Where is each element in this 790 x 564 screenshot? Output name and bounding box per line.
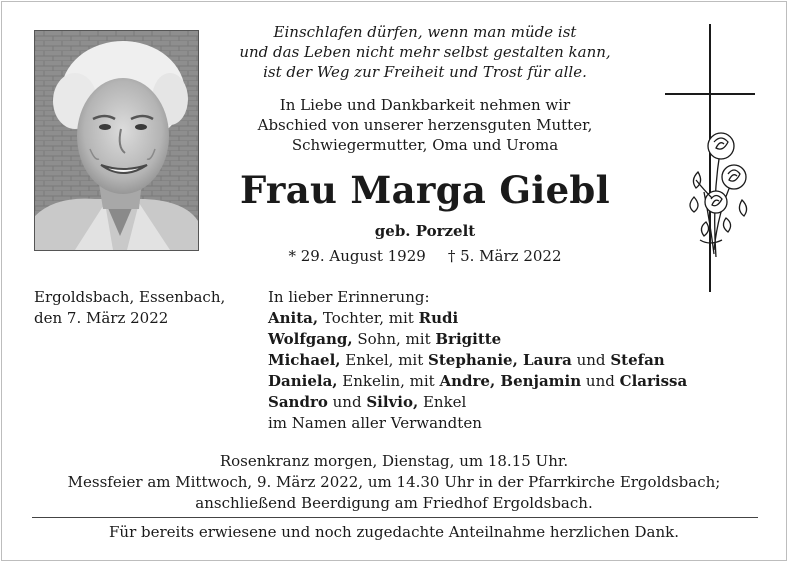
intro-line: Abschied von unserer herzensguten Mutter, [257,116,593,134]
mourner-relation: im Namen aller Verwandten [268,414,482,432]
death-date: † 5. März 2022 [447,247,562,265]
mourner-relation: Tochter, mit [318,309,419,327]
service-line: Messfeier am Mittwoch, 9. März 2022, um 14.30 Uhr in der Pfarrkirche Ergoldsbach; [67,473,721,491]
birth-date: * 29. August 1929 [288,247,426,265]
mourner-name: Stephanie, Laura [428,351,572,369]
place-line: Ergoldsbach, Essenbach, [34,288,226,306]
service-line: Rosenkranz morgen, Dienstag, um 18.15 Uhr. [219,452,569,470]
thanks-note: Für bereits erwiesene und noch zugedachte Anteilnahme herzlichen Dank. [109,523,679,541]
service-line: anschließend Beerdigung am Friedhof Ergoldsbach. [195,494,593,512]
mourner-line [268,392,738,413]
memory-heading: In lieber Erinnerung: [268,288,430,306]
mourner-relation: und [327,393,367,411]
mourner-line [268,413,738,434]
motto-verse [215,22,635,82]
mourner-name: Michael, [268,351,341,369]
portrait-photo [34,30,199,251]
service-details [20,451,768,514]
mourner-name: Clarissa [619,372,688,390]
intro-line: In Liebe und Dankbarkeit nehmen wir [279,96,571,114]
mourner-relation: Sohn, mit [352,330,436,348]
farewell-intro [215,95,635,155]
mourner-name: Andre, Benjamin [439,372,582,390]
mourner-name: Brigitte [435,330,502,348]
mourner-lines [268,308,738,434]
mourner-relation: Enkel, mit [340,351,429,369]
mourner-relation: Enkelin, mit [337,372,440,390]
mourner-name: Anita, [268,309,319,327]
maiden-name: geb. Porzelt [374,222,476,240]
place-and-date [34,287,264,329]
mourner-line [268,329,738,350]
mourner-name: Silvio, [366,393,419,411]
motto-line: und das Leben nicht mehr selbst gestalten kann, [239,43,611,61]
mourner-name: Sandro [268,393,328,411]
mourner-line [268,371,738,392]
cross-with-roses-icon [660,22,760,294]
life-dates [215,246,635,266]
deceased-name: Frau Marga Giebl [240,168,610,212]
mourner-relation: und [571,351,611,369]
motto-line: Einschlafen dürfen, wenn man müde ist [273,23,577,41]
motto-line: ist der Weg zur Freiheit und Trost für alle. [263,63,587,81]
divider [32,517,758,518]
mourner-name: Wolfgang, [268,330,353,348]
mourner-name: Daniela, [268,372,338,390]
mourner-line [268,308,738,329]
mourner-name: Rudi [418,309,459,327]
mourner-relation: und [581,372,620,390]
mourner-name: Stefan [610,351,665,369]
mourners-list [268,287,738,434]
mourner-line [268,350,738,371]
date-line: den 7. März 2022 [34,309,169,327]
intro-line: Schwiegermutter, Oma und Uroma [291,136,559,154]
mourner-relation: Enkel [418,393,467,411]
